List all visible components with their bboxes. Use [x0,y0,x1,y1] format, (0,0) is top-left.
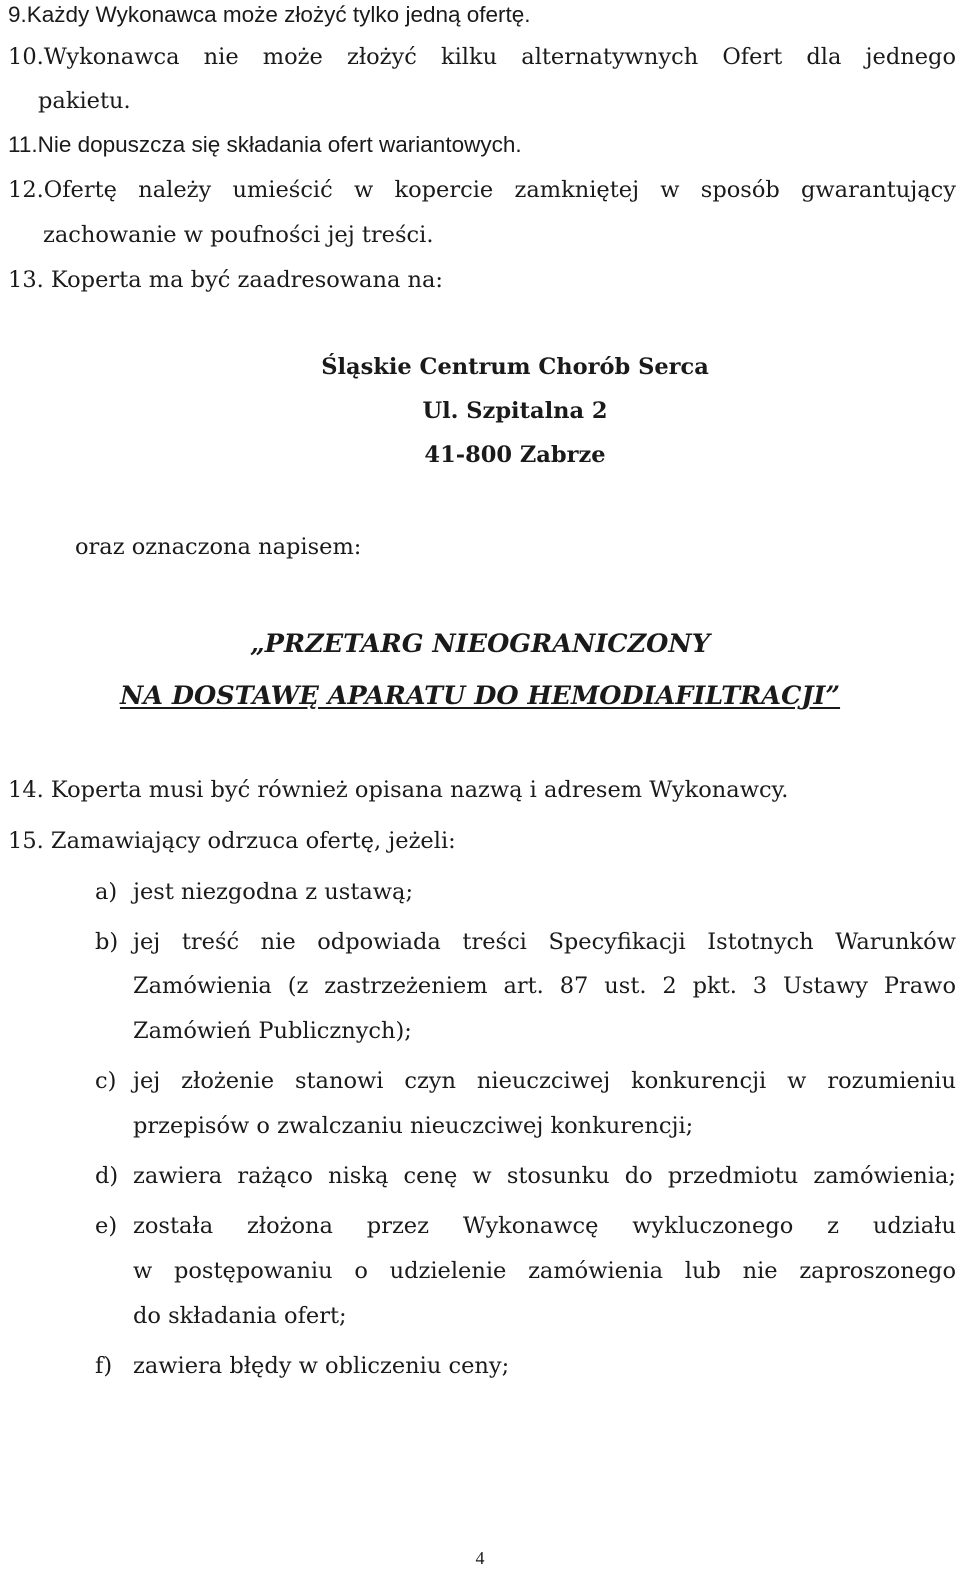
list-item-15: 15. Zamawiający odrzuca ofertę, jeżeli: [8,828,456,854]
list-item-11: 11.Nie dopuszcza się składania ofert wariantowych. [8,132,522,157]
sublist-item-b-line1: jej treść nie odpowiada treści Specyfikacji Istotnych Warunków [133,929,956,955]
sublist-label-d: d) [95,1163,119,1189]
address-name: Śląskie Centrum Chorób Serca [321,354,709,380]
list-item-9: 9.Każdy Wykonawca może złożyć tylko jedną ofertę. [8,2,531,27]
sublist-label-f: f) [95,1353,113,1379]
sublist-item-c-line1: jej złożenie stanowi czyn nieuczciwej konkurencji w rozumieniu [133,1068,956,1094]
marking-title-line1: „PRZETARG NIEOGRANICZONY [250,629,710,659]
sublist-label-a: a) [95,879,118,905]
sublist-item-b-line2: Zamówienia (z zastrzeżeniem art. 87 ust. 2 pkt. 3 Ustawy Prawo [133,973,956,999]
list-item-14: 14. Koperta musi być również opisana nazwą i adresem Wykonawcy. [8,777,789,803]
sublist-item-e-line2: w postępowaniu o udzielenie zamówienia lub nie zaproszonego [133,1258,956,1284]
sublist-item-e-line1: została złożona przez Wykonawcę wykluczonego z udziału [133,1213,956,1239]
sublist-item-a: jest niezgodna z ustawą; [133,879,414,905]
sublist-item-d: zawiera rażąco niską cenę w stosunku do przedmiotu zamówienia; [133,1163,956,1189]
list-item-13: 13. Koperta ma być zaadresowana na: [8,267,444,293]
address-city: 41-800 Zabrze [424,442,606,468]
list-item-10-line1: 10.Wykonawca nie może złożyć kilku alternatywnych Ofert dla jednego [8,44,956,70]
sublist-item-f: zawiera błędy w obliczeniu ceny; [133,1353,510,1379]
address-street: Ul. Szpitalna 2 [422,398,608,424]
sublist-label-b: b) [95,929,119,955]
sublist-label-e: e) [95,1213,118,1239]
marking-intro: oraz oznaczona napisem: [75,534,362,560]
sublist-item-b-line3: Zamówień Publicznych); [133,1018,412,1044]
sublist-item-c-line2: przepisów o zwalczaniu nieuczciwej konkurencji; [133,1113,694,1139]
sublist-label-c: c) [95,1068,117,1094]
list-item-12-line1: 12.Ofertę należy umieścić w kopercie zamkniętej w sposób gwarantujący [8,177,956,203]
sublist-item-e-line3: do składania ofert; [133,1303,347,1329]
list-item-12-line2: zachowanie w poufności jej treści. [43,222,434,248]
marking-title-line2: NA DOSTAWĘ APARATU DO HEMODIAFILTRACJI” [119,681,841,711]
page-number: 4 [475,1548,485,1568]
list-item-10-line2: pakietu. [38,88,131,114]
